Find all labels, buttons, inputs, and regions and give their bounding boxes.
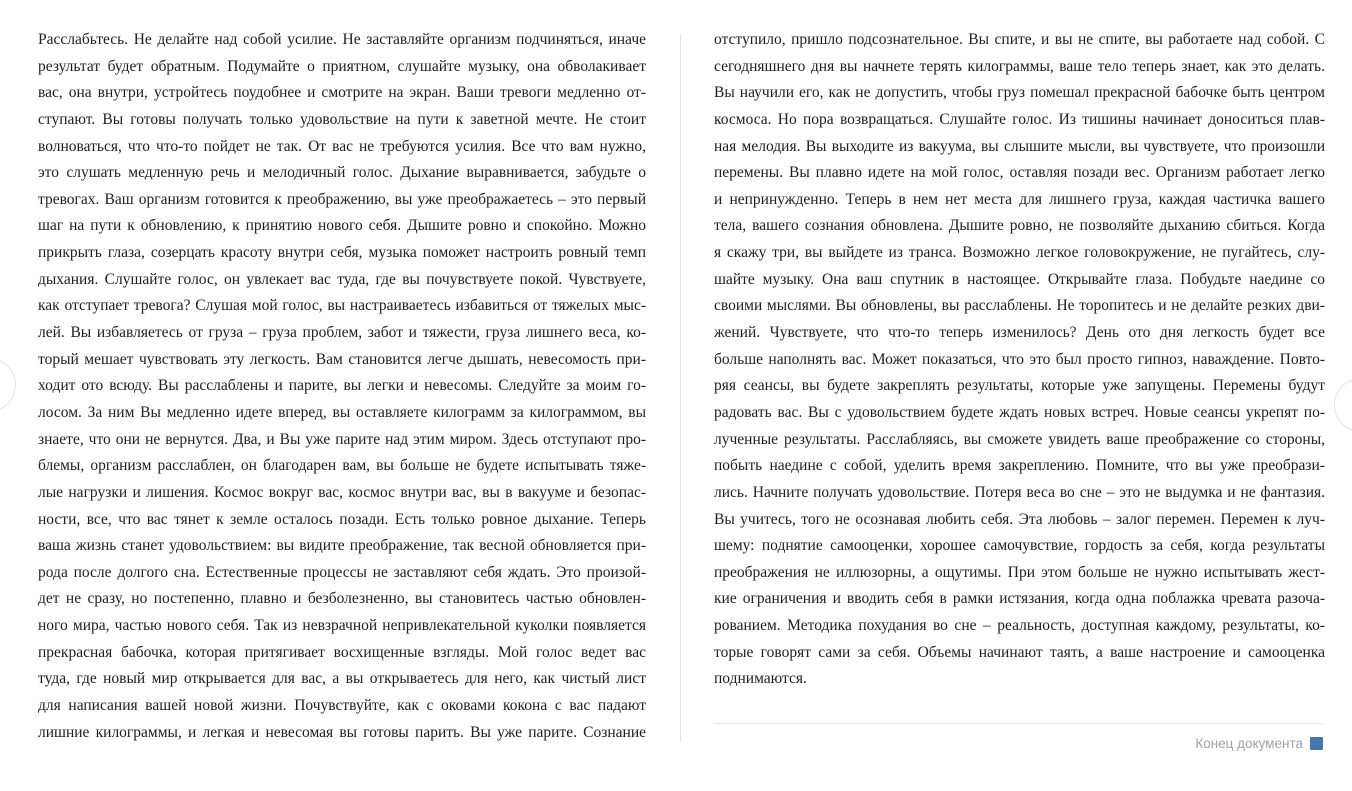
text-line: торый мешает чувствовать эту легкость. Вам становится легче дышать, невесомость при- <box>38 350 646 368</box>
text-line: кие ограничения и вводить себя в рамки истязания, когда одна поблажка чревата разоча- <box>714 590 1325 608</box>
text-line: тела, вашего сознания обновлена. Дышите ровно, не позволяйте дыханию сбиться. Когда <box>714 217 1325 235</box>
text-line: Расслабьтесь. Не делайте над собой усилие. Не заставляйте организм подчиняться, иначе <box>38 31 646 48</box>
text-line: прекрасная бабочка, которая притягивает восхищенные взгляды. Мой голос ведет вас <box>38 643 646 661</box>
end-of-document-marker-icon <box>1310 737 1323 750</box>
text-line: рованием. Методика похудания во сне – реальность, доступная каждому, результаты, ко- <box>714 617 1325 635</box>
text-line: преображения не иллюзорны, а ощутимы. При этом больше не нужно испытывать жест- <box>714 563 1325 581</box>
text-line: сегодняшнего дня вы начнете терять килограммы, ваше тело теперь знает, как это делать. <box>714 57 1325 75</box>
text-line: я скажу три, вы выйдете из транса. Возможно легкое головокружение, не пугайтесь, слу- <box>714 244 1325 262</box>
text-line: космоса. Но пора возвращаться. Слушайте голос. Из тишины начинает доноситься плав- <box>714 110 1325 128</box>
text-line: Вы научили его, как не допустить, чтобы груз помешал прекрасной бабочке быть центром <box>714 84 1325 102</box>
text-line: лишние килограммы, и легкая и невесомая вы готовы парить. Вы уже парите. Сознание <box>38 723 646 741</box>
text-line: поднимаются. <box>714 670 807 688</box>
text-line: ная мелодия. Вы выходите из вакуума, вы слышите мысли, вы чувствуете, что произошли <box>714 137 1325 155</box>
page-left <box>38 27 646 746</box>
text-line: шаг на пути к обновлению, к принятию нового себя. Дышите ровно и спокойно. Можно <box>38 217 646 235</box>
page-right <box>714 27 1325 693</box>
text-line: ного мира, частью нового себя. Так из невзрачной непривлекательной куколки появляется <box>38 617 646 635</box>
text-line: блемы, организм расслаблен, он благодарен вам, вы больше не будете испытывать тяже- <box>38 457 646 475</box>
text-line: дет не сразу, но постепенно, плавно и безболезненно, вы становитесь частью обновлен- <box>38 590 646 608</box>
text-line: волноваться, что что-то пойдет не так. От вас не требуются усилия. Все что вам нужно, <box>38 137 646 155</box>
text-line: туда, где новый мир открывается для вас, а вы открываетесь для него, как чистый лист <box>38 670 646 688</box>
text-line: как отступает тревога? Слушая мой голос, вы настраиваетесь избавиться от тяжелых мыс- <box>38 297 646 315</box>
text-line: прикрыть глаза, созерцать красоту внутри себя, музыка поможет настроить ровный темп <box>38 244 646 262</box>
text-line: тревогах. Ваш организм готовится к преображению, вы уже преображаетесь – это первый <box>38 190 646 208</box>
text-line: лосом. За ним Вы медленно идете вперед, вы оставляете килограмм за килограммом, вы <box>38 403 646 421</box>
text-line: радовать вас. Вы с удовольствием будете ждать новых встреч. Новые сеансы укрепят по- <box>714 403 1325 421</box>
text-line: лей. Вы избавляетесь от груза – груза проблем, забот и тяжести, груза лишнего веса, ко- <box>38 324 646 342</box>
text-line: перемены. Вы плавно идете на мой голос, оставляя позади вес. Организм работает легко <box>714 164 1325 182</box>
text-line: торые говорят сами за себя. Объемы начинают таять, а ваше настроение и самооценка <box>714 643 1325 661</box>
text-line: это слушать медленную речь и мелодичный голос. Дыхание выравнивается, забудьте о <box>38 164 646 182</box>
text-line: результат будет обратным. Подумайте о приятном, слушайте музыку, она обволакивает <box>38 57 646 75</box>
text-line: шайте музыку. Она ваш спутник в настоящее. Открывайте глаза. Побудьте наедине со <box>714 270 1325 288</box>
text-line: шему: поднятие самооценки, хорошее самочувствие, гордость за себя, когда результаты <box>714 537 1325 555</box>
text-line: ваша жизнь станет удовольствием: вы видите преображение, так весной обновляется при- <box>38 537 646 555</box>
text-line: Вы учитесь, того не осознавая любить себя. Эта любовь – залог перемен. Перемен к луч- <box>714 510 1325 528</box>
page-divider <box>680 34 681 742</box>
end-of-document-row <box>714 724 1323 751</box>
text-line: больше наполнять вас. Может показаться, что это был просто гипноз, наваждение. Повто- <box>714 350 1325 368</box>
text-line: для написания вашей новой жизни. Почувствуйте, как с оковами кокона с вас падают <box>38 697 646 715</box>
text-line: лись. Начните получать удовольствие. Потеря веса во сне – это не выдумка и не фантазия. <box>714 483 1325 501</box>
text-line: дыхания. Слушайте голос, он увлекает вас туда, где вы почувствуете покой. Чувствуете, <box>38 270 646 288</box>
text-line: рода после долгого сна. Естественные процессы не заставляют себя ждать. Это произой- <box>38 563 646 581</box>
text-line: лученные результаты. Расслабляясь, вы сможете увидеть ваше преображение со стороны, <box>714 430 1325 448</box>
text-line: ходит ото всюду. Вы расслаблены и парите, вы легки и невесомы. Следуйте за моим го- <box>38 377 646 395</box>
text-line: отступило, пришло подсознательное. Вы спите, и вы не спите, вы работаете над собой. С <box>714 31 1325 48</box>
text-line: знаете, что они не вернутся. Два, и Вы уже парите над этим миром. Здесь отступают про- <box>38 430 646 448</box>
text-line: ступают. Вы готовы получать только удовольствие на пути к заветной мечте. Не стоит <box>38 110 646 128</box>
page-left-text <box>38 27 646 746</box>
next-page-button[interactable] <box>1334 378 1352 432</box>
prev-page-button[interactable] <box>0 358 16 412</box>
text-line: и непринужденно. Теперь в нем нет места для лишнего груза, каждая частичка вашего <box>714 190 1325 208</box>
text-line: побыть наедине с собой, уделить время закреплению. Помните, что вы уже преобрази- <box>714 457 1325 475</box>
text-line: вас, она внутри, устройтесь поудобнее и смотрите на экран. Ваши тревоги медленно от- <box>38 84 646 102</box>
end-of-document-label: Конец документа <box>1195 736 1303 751</box>
text-line: своими мыслями. Вы обновлены, вы расслаблены. Не торопитесь и не делайте резких дви- <box>714 297 1325 315</box>
text-line: лые нагрузки и лишения. Космос вокруг вас, космос внутри вас, вы в вакууме и безопас- <box>38 483 646 501</box>
text-line: жений. Чувствуете, что что-то теперь изменилось? День ото дня легкость будет все <box>714 324 1325 342</box>
text-line: ряя сеансы, вы будете закреплять результаты, которые уже запущены. Перемены будут <box>714 377 1325 395</box>
document-footer <box>714 723 1323 751</box>
page-right-text <box>714 27 1325 693</box>
text-line: ности, все, что вас тянет к земле осталось позади. Есть только ровное дыхание. Теперь <box>38 510 646 528</box>
